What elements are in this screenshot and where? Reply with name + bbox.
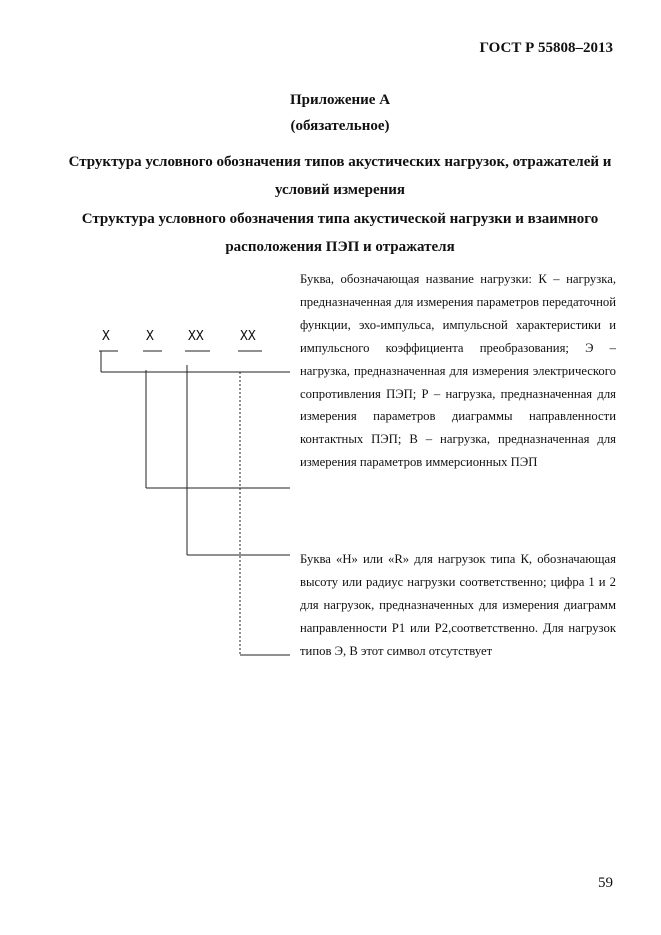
code-char-4: ХХ (240, 329, 256, 344)
code-char-3: ХХ (188, 329, 204, 344)
appendix-status: (обязательное) (290, 118, 390, 134)
description-height-radius: Буква «Н» или «R» для нагрузок типа К, обозначающая высоту или радиус нагрузки соответственно; цифра 1 и 2 для нагрузок, предназначенных для измерения диаграмм направленности Р1 или Р2,соответственно. Для нагрузок типов Э, В этот символ отсутствует (300, 552, 616, 658)
heading-structure-types: Структура условного обозначения типов акустических нагрузок, отражателей и условий измерения (68, 154, 612, 198)
code-char-2: Х (146, 329, 154, 344)
page-number: 59 (598, 875, 613, 891)
description-load-letter: Буква, обозначающая название нагрузки: К – нагрузка, предназначенная для измерения параметров передаточной функции, эхо-импульса, импульсной характеристики и импульсного коэффициента преобразования; Э – нагрузка, предназначенная для измерения электрического сопротивления ПЭП; Р – нагрузка, предназначенная для измерения параметров диаграммы направленности контактных ПЭП; В – нагрузка, предназначенная для измерения параметров иммерсионных ПЭП (300, 272, 616, 470)
document-header: ГОСТ Р 55808–2013 (479, 40, 613, 56)
code-char-1: Х (102, 329, 110, 344)
heading-structure-load: Структура условного обозначения типа акустической нагрузки и взаимного расположения ПЭП и отражателя (81, 211, 599, 255)
appendix-title: Приложение А (289, 92, 391, 108)
